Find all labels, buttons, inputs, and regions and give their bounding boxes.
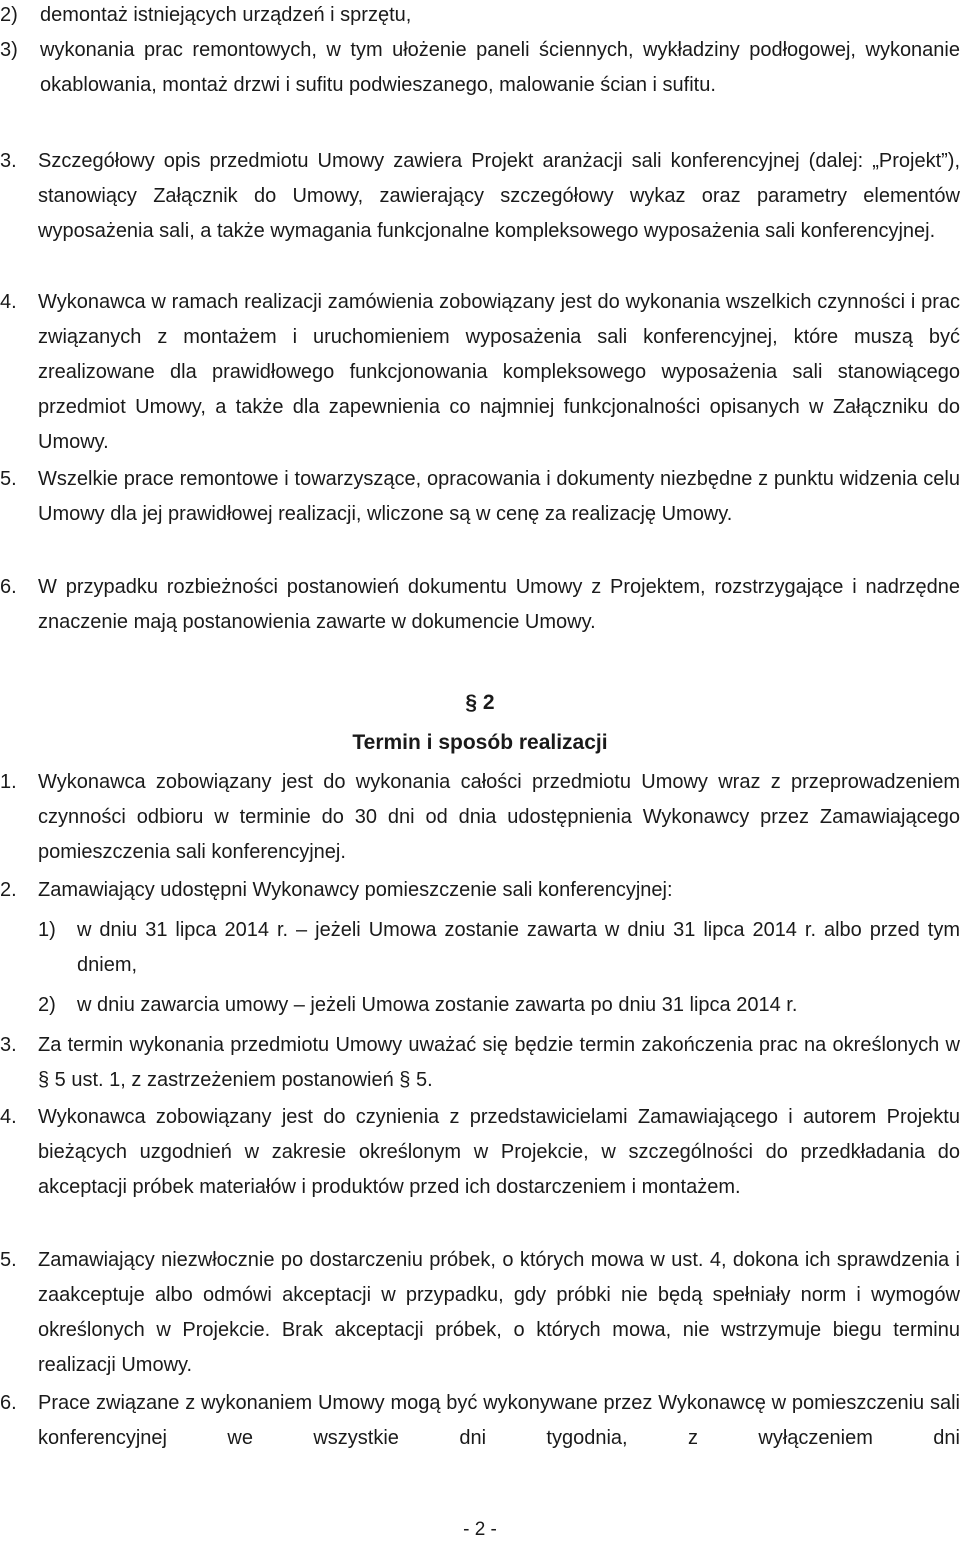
section-symbol: § 2 (465, 691, 495, 714)
list-item-text: demontaż istniejących urządzeń i sprzętu, (40, 4, 412, 26)
point-number: 2. (0, 879, 17, 901)
sub-item-number: 2) (38, 994, 56, 1016)
point-text: Wykonawca w ramach realizacji zamówienia zobowiązany jest do wykonania wszelkich czynności i prac związanych z montażem i uruchomieniem wyposażenia sali konferencyjnej, które muszą być zrealizowane dla prawidłowego funkcjonowania kompleksowego wyposażenia sali stanowiącego przedmiot Umowy, a także dla zapewnienia co najmniej funkcjonalności opisanych w Załączniku do Umowy. (38, 291, 960, 453)
sub-item-text: w dniu 31 lipca 2014 r. – jeżeli Umowa zostanie zawarta w dniu 31 lipca 2014 r. albo przed tym dniem, (77, 919, 960, 976)
point-text: Prace związane z wykonaniem Umowy mogą być wykonywane przez Wykonawcę w pomieszczeniu sali konferencyjnej we wszystkie dni tygodnia, z wyłączeniem dni (38, 1392, 960, 1449)
section-title: Termin i sposób realizacji (352, 731, 608, 754)
paragraph-point (0, 462, 960, 532)
sub-item-text: w dniu zawarcia umowy – jeżeli Umowa zostanie zawarta po dniu 31 lipca 2014 r. (77, 994, 798, 1016)
point-number: 6. (0, 576, 17, 598)
point-number: 6. (0, 1392, 17, 1414)
sub-list-item (0, 988, 960, 1023)
point-text: Wykonawca zobowiązany jest do czynienia z przedstawicielami Zamawiającego i autorem Projektu bieżących uzgodnień w zakresie określonym w Projekcie, w szczególności do przedkładania do akceptacji próbek materiałów i produktów przed ich dostarczeniem i montażem. (38, 1106, 960, 1198)
point-number: 4. (0, 1106, 17, 1128)
paragraph-point (0, 144, 960, 249)
point-number: 5. (0, 468, 17, 490)
paragraph-point (0, 1243, 960, 1383)
sub-list-item (0, 913, 960, 983)
page-number: - 2 - (463, 1519, 497, 1540)
point-text: Za termin wykonania przedmiotu Umowy uważać się będzie termin zakończenia prac na określonych w § 5 ust. 1, z zastrzeżeniem postanowień § 5. (38, 1034, 960, 1091)
paragraph-point (0, 1100, 960, 1205)
list-item-text: wykonania prac remontowych, w tym ułożenie paneli ściennych, wykładziny podłogowej, wykonanie okablowania, montaż drzwi i sufitu podwieszanego, malowanie ścian i sufitu. (40, 39, 960, 96)
point-number: 4. (0, 291, 17, 313)
point-text: Zamawiający niezwłocznie po dostarczeniu próbek, o których mowa w ust. 4, dokona ich sprawdzenia i zaakceptuje albo odmówi akceptacji w przypadku, gdy próbki nie będą spełniały norm i wymogów określonych w Projekcie. Brak akceptacji próbek, o których mowa, nie wstrzymuje biegu terminu realizacji Umowy. (38, 1249, 960, 1376)
list-item (0, 33, 960, 103)
point-text: Szczegółowy opis przedmiotu Umowy zawiera Projekt aranżacji sali konferencyjnej (dalej: „Projekt”), stanowiący Załącznik do Umowy, zawierający szczegółowy wykaz oraz parametry elementów wyposażenia sali, a także wymagania funkcjonalne kompleksowego wyposażenia sali konferencyjnej. (38, 150, 960, 242)
point-text: Wykonawca zobowiązany jest do wykonania całości przedmiotu Umowy wraz z przeprowadzeniem czynności odbioru w terminie do 30 dni od dnia udostępnienia Wykonawcy przez Zamawiającego pomieszczenia sali konferencyjnej. (38, 771, 960, 863)
point-text: Wszelkie prace remontowe i towarzyszące, opracowania i dokumenty niezbędne z punktu widzenia celu Umowy dla jej prawidłowej realizacji, wliczone są w cenę za realizację Umowy. (38, 468, 960, 525)
paragraph-point (0, 765, 960, 870)
paragraph-point (0, 570, 960, 640)
paragraph-point (0, 1386, 960, 1456)
paragraph-point (0, 1028, 960, 1098)
paragraph-point (0, 285, 960, 460)
point-text: W przypadku rozbieżności postanowień dokumentu Umowy z Projektem, rozstrzygające i nadrzędne znaczenie mają postanowienia zawarte w dokumencie Umowy. (38, 576, 960, 633)
sub-item-number: 1) (38, 919, 56, 941)
list-item (0, 0, 960, 33)
paragraph-point (0, 873, 960, 908)
point-number: 3. (0, 150, 17, 172)
point-number: 1. (0, 771, 17, 793)
point-number: 3. (0, 1034, 17, 1056)
list-item-number: 3) (0, 39, 18, 61)
list-item-number: 2) (0, 4, 18, 26)
point-number: 5. (0, 1249, 17, 1271)
point-text: Zamawiający udostępni Wykonawcy pomieszczenie sali konferencyjnej: (38, 879, 673, 901)
